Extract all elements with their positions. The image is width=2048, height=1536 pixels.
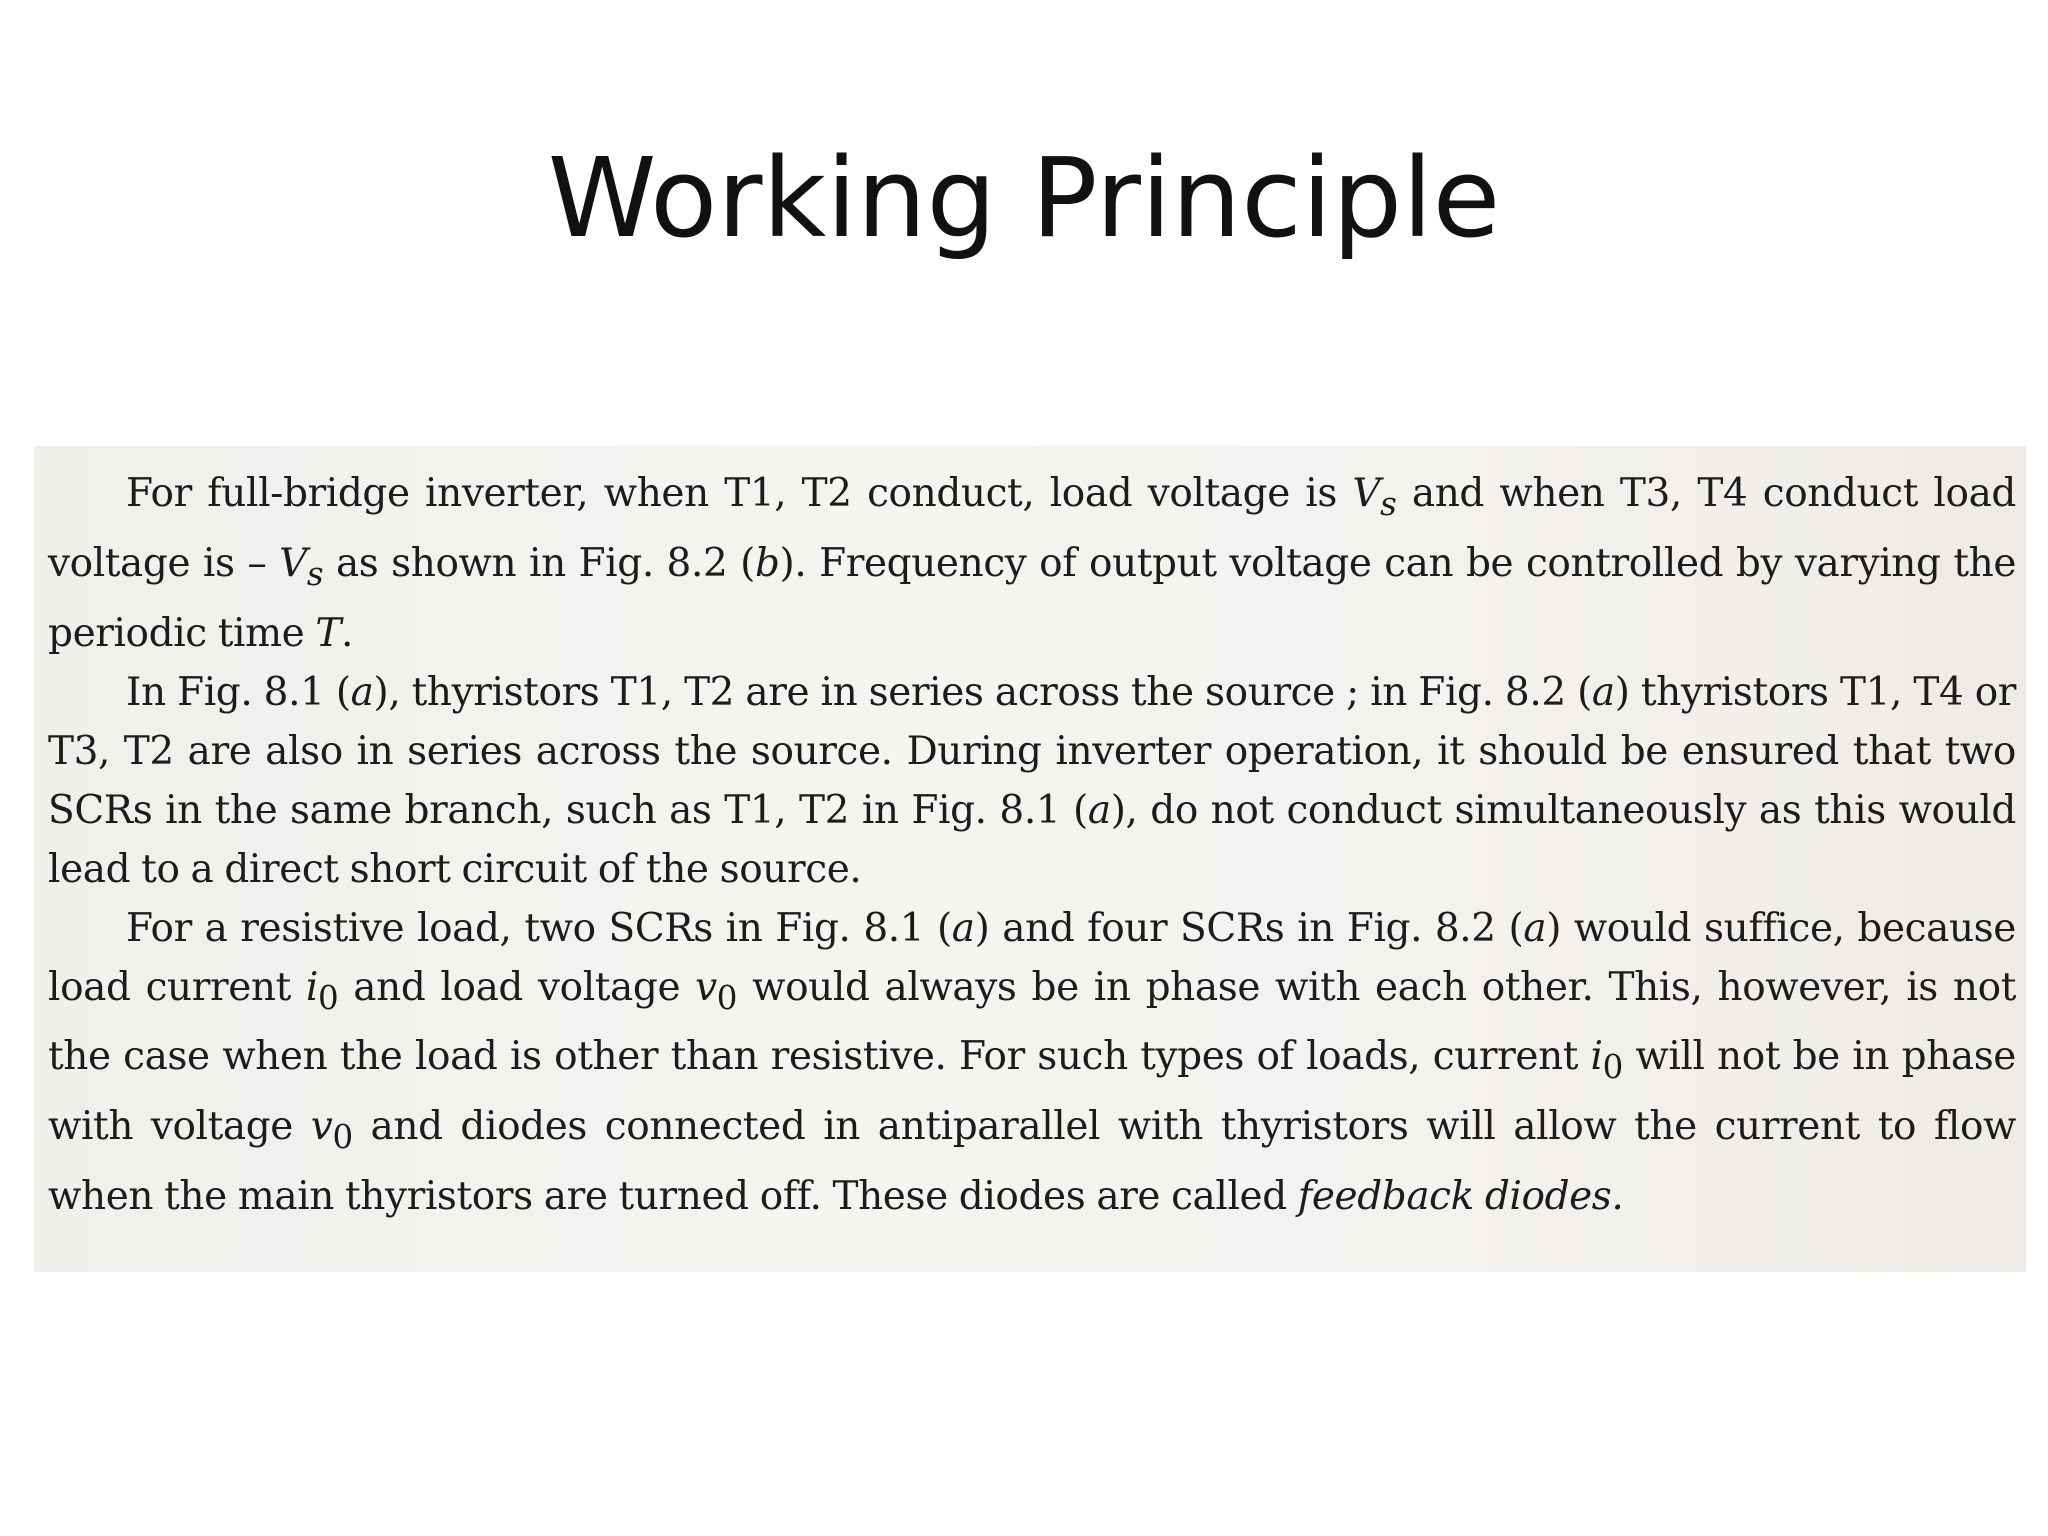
paragraph-series-thyristors — [48, 663, 2016, 899]
text-segment: and when T3, T4 conduct load voltage is – — [48, 471, 2016, 586]
text-segment: T — [315, 610, 341, 656]
text-segment: v — [695, 964, 717, 1010]
scanned-text-excerpt — [34, 446, 2026, 1272]
text-segment: 0 — [332, 1117, 353, 1156]
text-segment: i — [305, 964, 318, 1010]
text-segment: a — [951, 905, 975, 951]
text-segment: as shown in Fig. 8.2 ( — [323, 540, 755, 586]
paragraph-full-bridge — [48, 464, 2016, 663]
text-segment: a — [1087, 787, 1111, 833]
text-segment: 0 — [716, 978, 738, 1017]
text-segment: a — [1591, 669, 1615, 715]
text-segment: For full-bridge inverter, when T1, T2 conduct, load voltage is — [126, 471, 1353, 516]
text-segment: and diodes connected in antiparallel with thyristors will allow the current to flow when the main thyristors are turned off. These diodes are called — [48, 1104, 2017, 1219]
text-segment: a — [1523, 905, 1547, 951]
paragraph-feedback-diodes — [48, 899, 2016, 1226]
slide-title: Working Principle — [547, 134, 1501, 262]
text-segment: b — [754, 540, 780, 586]
text-segment: s — [1380, 484, 1397, 523]
text-segment: 0 — [317, 978, 339, 1017]
text-segment: . — [340, 610, 353, 656]
text-segment: and load voltage — [338, 964, 696, 1010]
text-segment: For a resistive load, two SCRs in Fig. 8.1 ( — [126, 905, 952, 951]
text-segment: V — [1352, 471, 1381, 516]
text-segment: V — [279, 540, 307, 586]
text-segment: In Fig. 8.1 ( — [126, 669, 351, 715]
text-segment: ) and four SCRs in Fig. 8.2 ( — [974, 905, 1524, 951]
text-segment: a — [350, 669, 374, 715]
text-segment: ). Frequency of output voltage can be controlled by varying the periodic time — [48, 540, 2016, 656]
text-segment: ) thyristors T1, T4 or T3, T2 are also in series across the source. During inverter operation, it should be ensured that two SCRs in the same branch, such as T1, T2 in Fig. 8.1 ( — [48, 669, 2017, 833]
text-segment: v — [310, 1104, 333, 1150]
text-segment: 0 — [1602, 1048, 1623, 1087]
text-segment: ) would suffice, because load current — [48, 905, 2016, 1010]
text-segment: feedback diodes. — [1297, 1173, 1624, 1219]
text-segment: i — [1590, 1034, 1603, 1080]
text-segment: would always be in phase with each other. This, however, is not the case when the load is other than resistive. For such types of loads, current — [48, 964, 2016, 1080]
text-segment: will not be in phase with voltage — [48, 1034, 2016, 1150]
text-segment: s — [306, 554, 324, 593]
text-segment: ), do not conduct simultaneously as this would lead to a direct short circuit of the source. — [48, 787, 2016, 892]
text-segment: ), thyristors T1, T2 are in series across the source ; in Fig. 8.2 ( — [373, 669, 1592, 715]
